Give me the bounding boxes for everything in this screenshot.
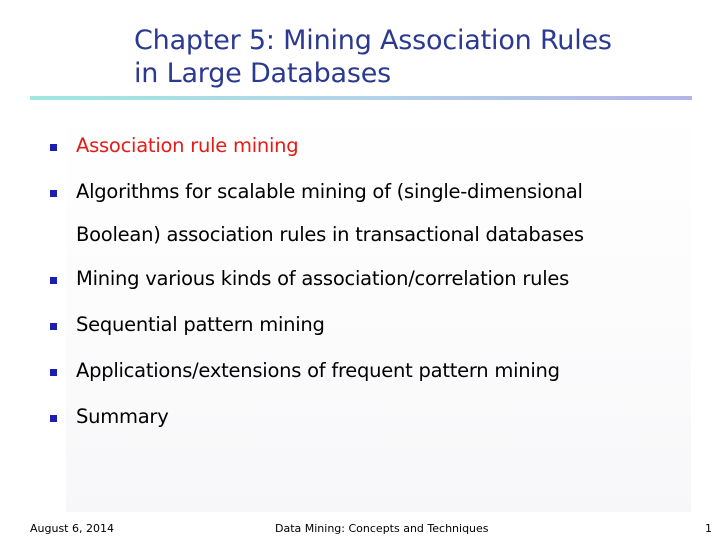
footer-title: Data Mining: Concepts and Techniques <box>275 522 489 535</box>
square-bullet-icon <box>50 323 57 330</box>
footer-date: August 6, 2014 <box>30 522 114 535</box>
page-number: 1 <box>705 522 712 535</box>
square-bullet-icon <box>50 190 57 197</box>
square-bullet-icon <box>50 415 57 422</box>
bullet-text: Summary <box>76 405 169 428</box>
square-bullet-icon <box>50 277 57 284</box>
bullet-text-line-2: Boolean) association rules in transactional databases <box>76 223 584 246</box>
slide-title-line-1: Chapter 5: Mining Association Rules <box>134 25 612 56</box>
slide-title-line-2: in Large Databases <box>134 58 392 89</box>
square-bullet-icon <box>50 369 57 376</box>
square-bullet-icon <box>50 144 57 151</box>
bullet-text: Mining various kinds of association/correlation rules <box>76 267 570 290</box>
bullet-text: Applications/extensions of frequent pattern mining <box>76 359 560 382</box>
bullet-text: Sequential pattern mining <box>76 313 325 336</box>
bullet-text: Association rule mining <box>76 134 299 157</box>
bullet-text-line-1: Algorithms for scalable mining of (single-dimensional <box>76 180 583 203</box>
